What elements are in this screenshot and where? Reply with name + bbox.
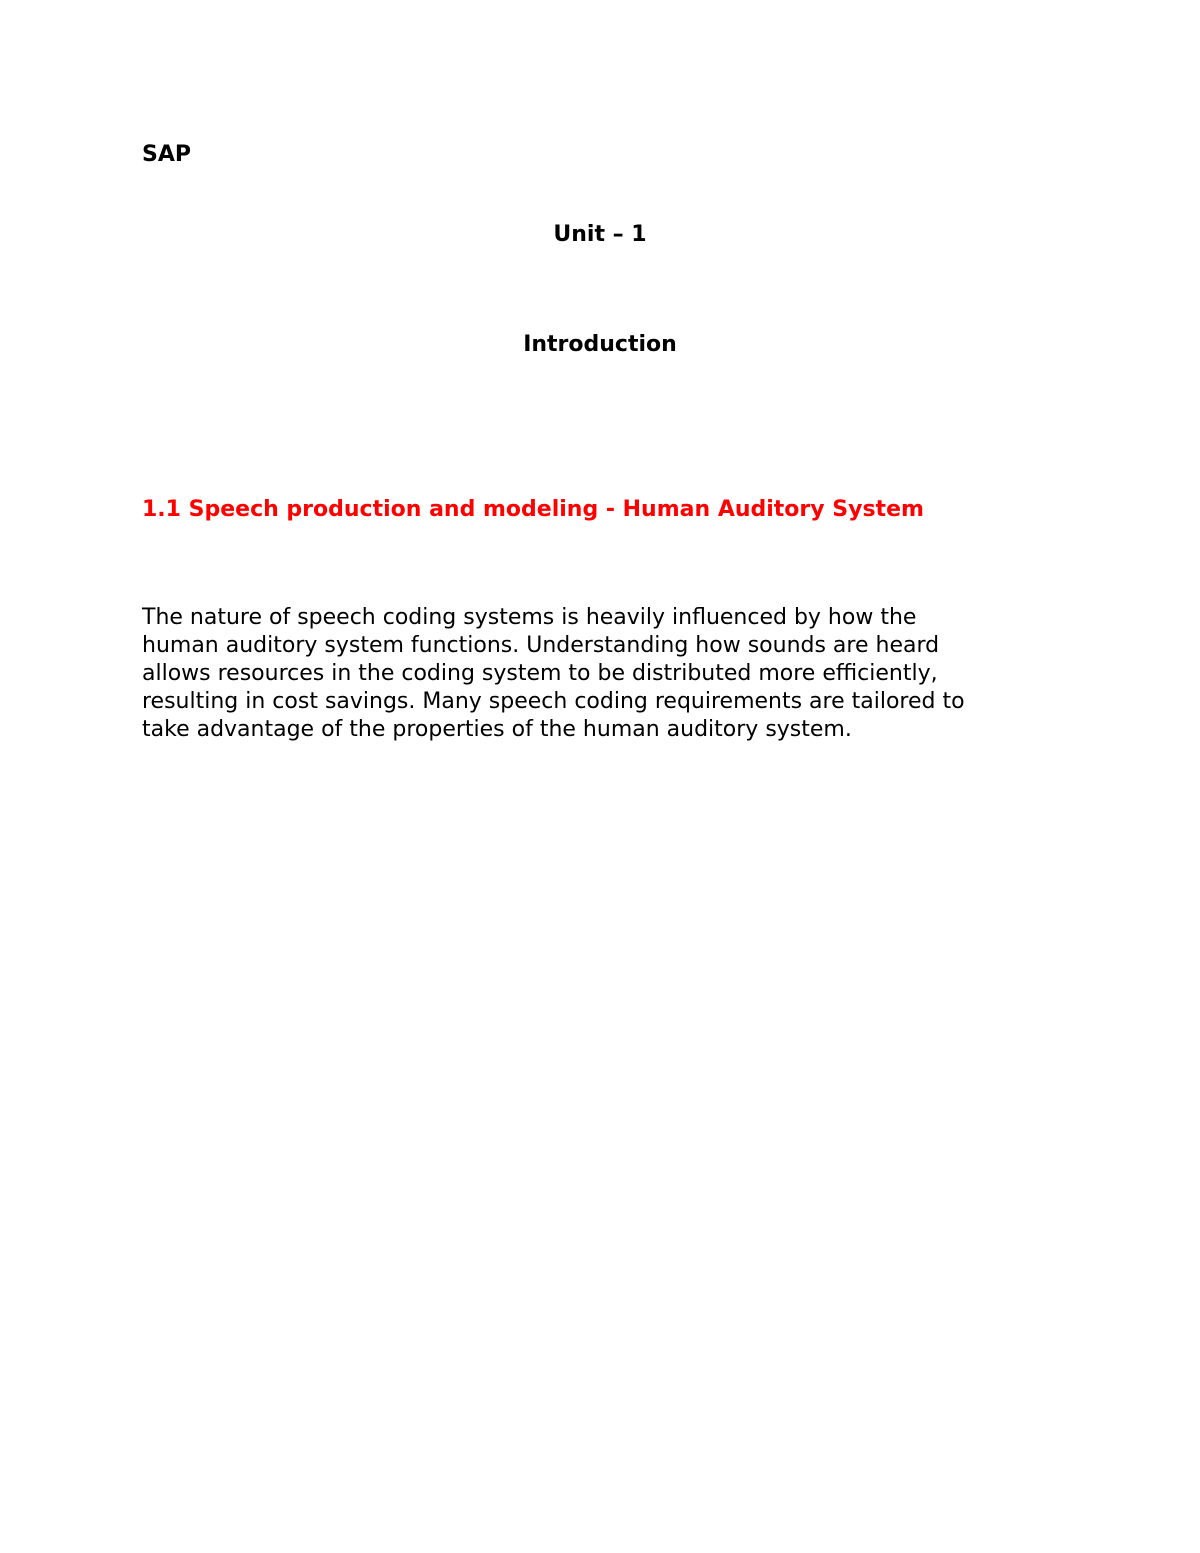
document-header: SAP — [142, 142, 191, 167]
paragraph-line: take advantage of the properties of the human auditory system. — [142, 717, 852, 742]
section-heading: 1.1 Speech production and modeling - Human Auditory System — [142, 497, 924, 522]
paragraph-line: The nature of speech coding systems is heavily influenced by how the — [142, 605, 917, 630]
paragraph-line: allows resources in the coding system to be distributed more efficiently, — [142, 661, 938, 686]
body-paragraph — [142, 604, 1042, 744]
paragraph-line: resulting in cost savings. Many speech coding requirements are tailored to — [142, 689, 965, 714]
chapter-title: Introduction — [523, 332, 677, 357]
unit-heading: Unit – 1 — [553, 222, 647, 247]
paragraph-line: human auditory system functions. Understanding how sounds are heard — [142, 633, 940, 658]
